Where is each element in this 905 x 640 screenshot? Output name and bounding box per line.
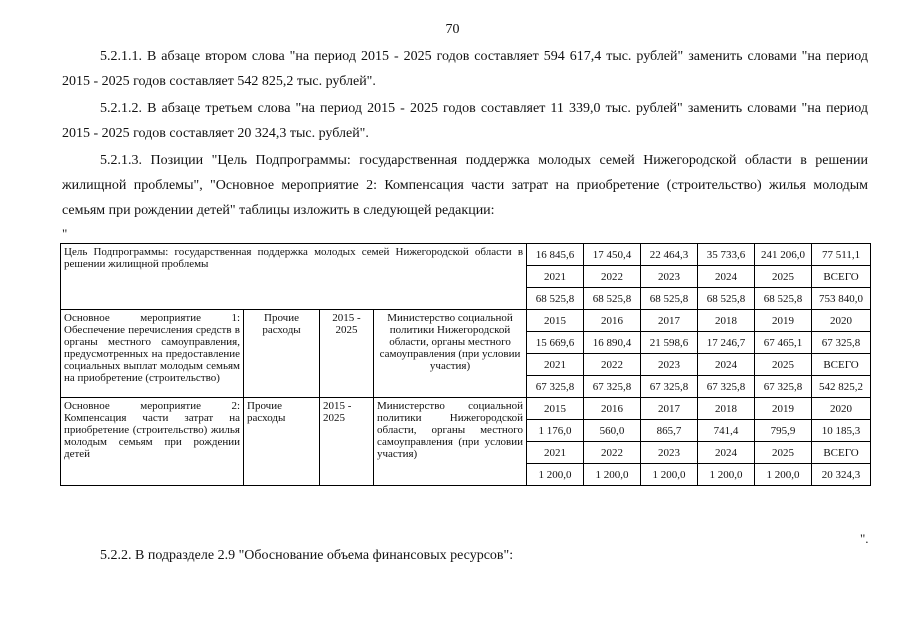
table-cell: 20 324,3 bbox=[812, 464, 871, 486]
table-cell: 67 325,8 bbox=[755, 376, 812, 398]
table-cell: 2024 bbox=[698, 266, 755, 288]
table-cell: 1 200,0 bbox=[527, 464, 584, 486]
opening-quote: " bbox=[62, 226, 68, 241]
table-cell: 2022 bbox=[584, 266, 641, 288]
table-cell: 67 325,8 bbox=[812, 332, 871, 354]
table-cell: 2024 bbox=[698, 442, 755, 464]
table-cell: 67 325,8 bbox=[698, 376, 755, 398]
table-cell: 16 845,6 bbox=[527, 244, 584, 266]
table-cell: 67 465,1 bbox=[755, 332, 812, 354]
measure1-row-1 bbox=[61, 310, 871, 332]
table-cell: 16 890,4 bbox=[584, 332, 641, 354]
table-cell: 560,0 bbox=[584, 420, 641, 442]
table-cell: 2022 bbox=[584, 354, 641, 376]
table-cell: 2019 bbox=[755, 398, 812, 420]
measure2-period: 2015 - 2025 bbox=[320, 398, 374, 486]
table-cell: 1 200,0 bbox=[755, 464, 812, 486]
measure1-executor: Министерство социальной политики Нижегородской области, органы местного самоуправления (при условии участия) bbox=[374, 310, 527, 398]
table-cell: 542 825,2 bbox=[812, 376, 871, 398]
table-cell: 77 511,1 bbox=[812, 244, 871, 266]
paragraph-5-2-1-1: 5.2.1.1. В абзаце втором слова "на период 2015 - 2025 годов составляет 594 617,4 тыс. рублей" заменить словами "на период 2015 - 2025 годов составляет 542 825,2 тыс. рублей". bbox=[62, 49, 868, 89]
table-cell: 241 206,0 bbox=[755, 244, 812, 266]
table-cell: 2021 bbox=[527, 442, 584, 464]
table-cell: 2018 bbox=[698, 310, 755, 332]
measure2-row-1 bbox=[61, 398, 871, 420]
table-cell: 2022 bbox=[584, 442, 641, 464]
table-cell: 17 450,4 bbox=[584, 244, 641, 266]
table-cell: 753 840,0 bbox=[812, 288, 871, 310]
table-cell: 67 325,8 bbox=[641, 376, 698, 398]
table-cell: 2025 bbox=[755, 266, 812, 288]
goal-row-1 bbox=[61, 244, 871, 266]
table-cell: 2016 bbox=[584, 310, 641, 332]
table-cell: 21 598,6 bbox=[641, 332, 698, 354]
table-cell: 68 525,8 bbox=[527, 288, 584, 310]
table-cell: 2015 bbox=[527, 398, 584, 420]
table-cell: 795,9 bbox=[755, 420, 812, 442]
subprogram-table bbox=[60, 243, 871, 486]
table-cell: 2017 bbox=[641, 398, 698, 420]
table-cell: 68 525,8 bbox=[755, 288, 812, 310]
table-cell: 1 200,0 bbox=[584, 464, 641, 486]
measure1-name: Основное мероприятие 1: Обеспечение перечисления средств в органы местного самоуправления, предусмотренных на предоставление социальных выплат молодым семьям на приобретение (строительство) bbox=[61, 310, 244, 398]
table-cell: 2015 bbox=[527, 310, 584, 332]
table-cell: ВСЕГО bbox=[812, 354, 871, 376]
measure2-name: Основное мероприятие 2: Компенсация части затрат на приобретение (строительство) жилья молодым семьям при рождении детей bbox=[61, 398, 244, 486]
table-cell: 2025 bbox=[755, 354, 812, 376]
table-cell: 2024 bbox=[698, 354, 755, 376]
table-cell: 865,7 bbox=[641, 420, 698, 442]
paragraph-5-2-1-2: 5.2.1.2. В абзаце третьем слова "на период 2015 - 2025 годов составляет 11 339,0 тыс. рублей" заменить словами "на период 2015 - 2025 годов составляет 20 324,3 тыс. рублей". bbox=[62, 101, 868, 141]
table-cell: 2020 bbox=[812, 310, 871, 332]
table-cell: 35 733,6 bbox=[698, 244, 755, 266]
table-cell: 1 176,0 bbox=[527, 420, 584, 442]
measure2-category: Прочие расходы bbox=[244, 398, 320, 486]
table-cell: 2021 bbox=[527, 354, 584, 376]
table-cell: ВСЕГО bbox=[812, 442, 871, 464]
table-cell: 22 464,3 bbox=[641, 244, 698, 266]
measure1-category: Прочие расходы bbox=[244, 310, 320, 398]
table-cell: 15 669,6 bbox=[527, 332, 584, 354]
table-cell: 68 525,8 bbox=[584, 288, 641, 310]
closing-quote: ". bbox=[860, 531, 869, 546]
table-cell: 2023 bbox=[641, 354, 698, 376]
table-cell: 2017 bbox=[641, 310, 698, 332]
table-cell: 68 525,8 bbox=[698, 288, 755, 310]
table-cell: 2016 bbox=[584, 398, 641, 420]
measure2-executor: Министерство социальной политики Нижегородской области, органы местного самоуправления (при условии участия) bbox=[374, 398, 527, 486]
table-cell: 2020 bbox=[812, 398, 871, 420]
table-cell: 67 325,8 bbox=[584, 376, 641, 398]
page-number: 70 bbox=[445, 22, 460, 37]
paragraph-5-2-2: 5.2.2. В подразделе 2.9 "Обоснование объема финансовых ресурсов": bbox=[100, 548, 514, 563]
table-cell: 2021 bbox=[527, 266, 584, 288]
goal-cell: Цель Подпрограммы: государственная поддержка молодых семей Нижегородской области в решении жилищной проблемы bbox=[61, 244, 527, 310]
table-cell: 2018 bbox=[698, 398, 755, 420]
measure1-period: 2015 - 2025 bbox=[320, 310, 374, 398]
paragraph-5-2-1-3: 5.2.1.3. Позиции "Цель Подпрограммы: государственная поддержка молодых семей Нижегородской области в решении жилищной проблемы", "Основное мероприятие 2: Компенсация части затрат на приобретение (строительство) жилья молодым семьям при рождении детей" таблицы изложить в следующей редакции: bbox=[62, 153, 868, 218]
table-cell: ВСЕГО bbox=[812, 266, 871, 288]
table-cell: 68 525,8 bbox=[641, 288, 698, 310]
table-cell: 741,4 bbox=[698, 420, 755, 442]
table-cell: 2019 bbox=[755, 310, 812, 332]
table-cell: 10 185,3 bbox=[812, 420, 871, 442]
table-cell: 2023 bbox=[641, 442, 698, 464]
table-cell: 2023 bbox=[641, 266, 698, 288]
table-cell: 1 200,0 bbox=[641, 464, 698, 486]
table-cell: 2025 bbox=[755, 442, 812, 464]
table-cell: 1 200,0 bbox=[698, 464, 755, 486]
table-cell: 67 325,8 bbox=[527, 376, 584, 398]
table-cell: 17 246,7 bbox=[698, 332, 755, 354]
